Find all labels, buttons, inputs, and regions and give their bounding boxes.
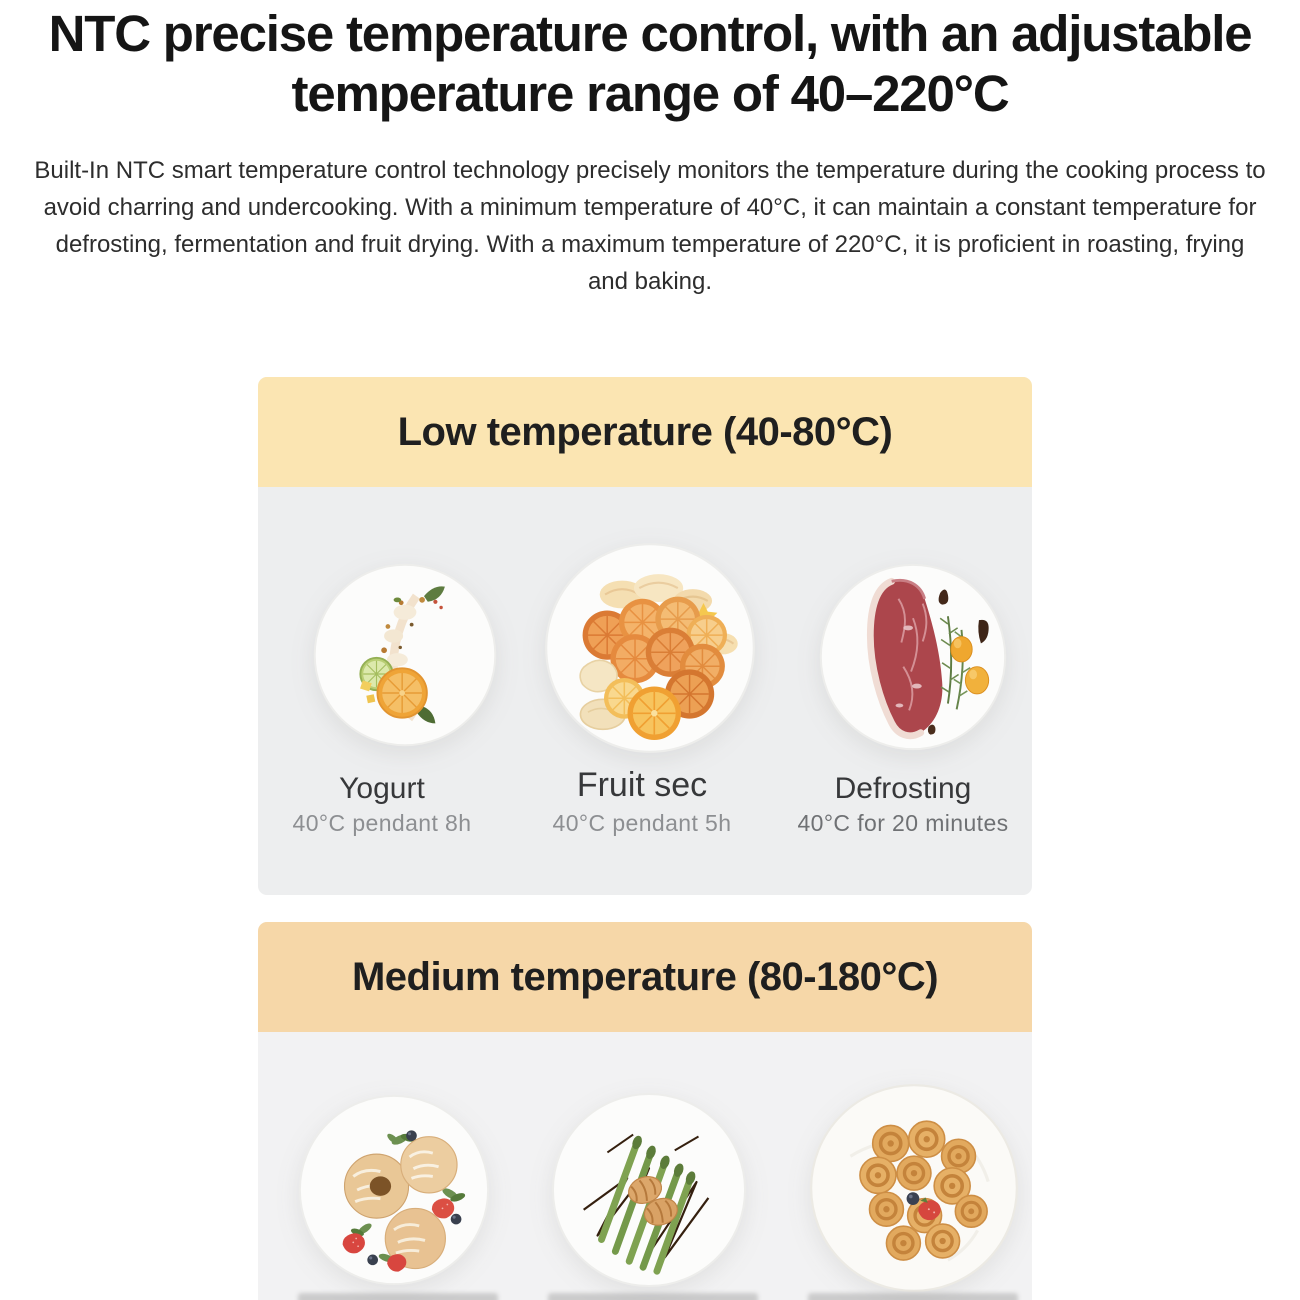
item-name: Defrosting — [834, 772, 972, 805]
clipped-caption-fragment — [298, 1293, 498, 1300]
raw-steak-plate-photo — [816, 560, 1010, 754]
page-title-line2: temperature range of 40–220°C — [291, 65, 1009, 122]
low-temperature-card — [258, 377, 1032, 895]
asparagus-rolls-plate-photo — [550, 1091, 748, 1289]
medium-temperature-card — [258, 922, 1032, 1300]
medium-temperature-card-header: Medium temperature (80-180°C) — [258, 922, 1032, 1032]
clipped-caption-fragment — [808, 1293, 1018, 1300]
page-title — [0, 4, 1300, 124]
item-detail: 40°C for 20 minutes — [797, 810, 1009, 836]
dried-fruit-plate-photo — [543, 541, 757, 755]
item-detail: 40°C pendant 8h — [292, 810, 472, 836]
item-name: Fruit sec — [576, 766, 708, 804]
feature-description: Built-In NTC smart temperature control technology precisely monitors the temperature during the cooking process to avoid charring and undercooking. With a minimum temperature of 40°C, it can maintain a constant temperature for defrosting, fermentation and fruit drying. With a maximum temperature of 220°C, it is proficient in roasting, frying and baking. — [34, 157, 1266, 295]
item-detail: 40°C pendant 5h — [552, 810, 732, 836]
pastry-plate-photo — [297, 1093, 491, 1287]
butter-cookies-plate-photo — [808, 1082, 1020, 1294]
item-name: Yogurt — [339, 772, 425, 805]
page-title-line1: NTC precise temperature control, with an adjustable — [48, 5, 1252, 62]
low-temperature-card-header: Low temperature (40-80°C) — [258, 377, 1032, 487]
yogurt-bowl-photo — [310, 560, 500, 750]
clipped-caption-fragment — [548, 1293, 758, 1300]
